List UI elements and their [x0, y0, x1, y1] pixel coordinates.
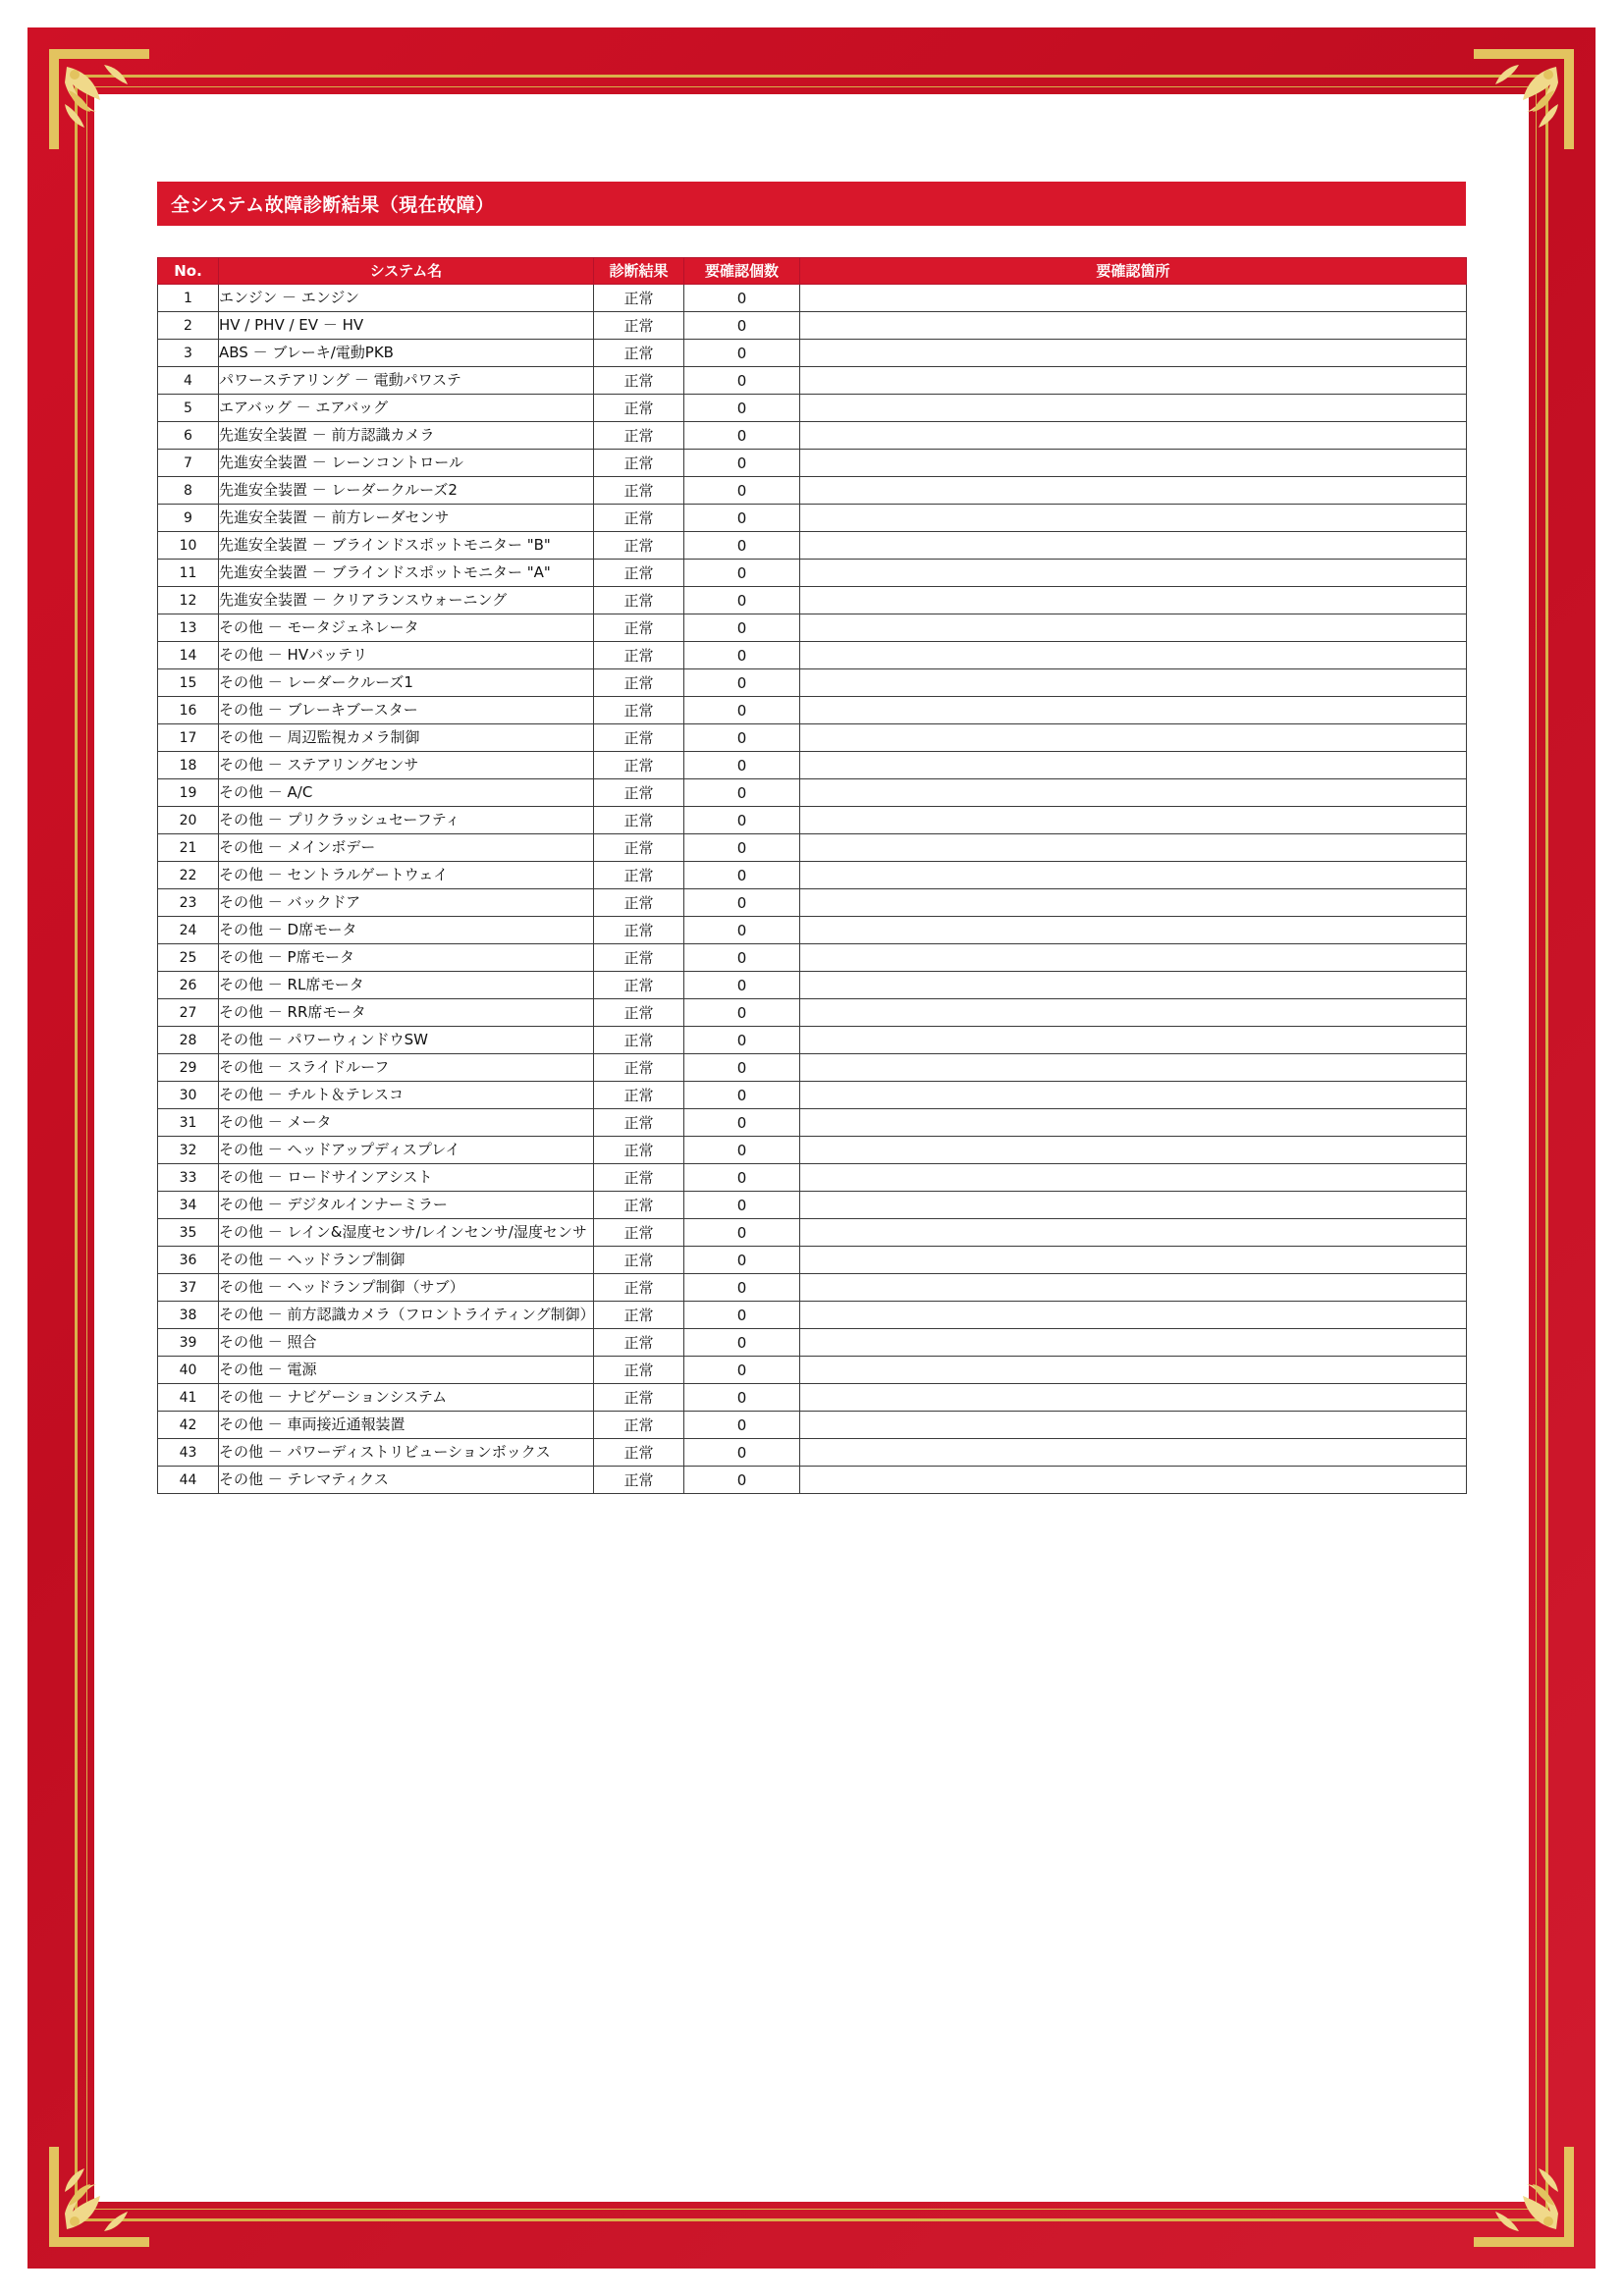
cell-no: 40	[158, 1357, 219, 1384]
table-row	[158, 807, 1467, 834]
cell-system: ABS － ブレーキ/電動PKB	[219, 340, 594, 367]
cell-result: 正常	[594, 889, 684, 917]
cell-no: 29	[158, 1054, 219, 1082]
cell-no: 3	[158, 340, 219, 367]
cell-place	[800, 1302, 1467, 1329]
cell-system: その他 － D席モータ	[219, 917, 594, 944]
cell-no: 16	[158, 697, 219, 724]
table-row	[158, 1467, 1467, 1494]
column-header-count: 要確認個数	[684, 258, 800, 285]
cell-no: 30	[158, 1082, 219, 1109]
cell-no: 21	[158, 834, 219, 862]
cell-result: 正常	[594, 614, 684, 642]
cell-system: その他 － P席モータ	[219, 944, 594, 972]
cell-no: 12	[158, 587, 219, 614]
cell-place	[800, 1027, 1467, 1054]
table-row	[158, 1082, 1467, 1109]
cell-place	[800, 505, 1467, 532]
cell-result: 正常	[594, 505, 684, 532]
cell-result: 正常	[594, 1302, 684, 1329]
table-body	[158, 285, 1467, 1494]
cell-no: 9	[158, 505, 219, 532]
cell-system: 先進安全装置 － ブラインドスポットモニター "A"	[219, 560, 594, 587]
cell-count: 0	[684, 1192, 800, 1219]
cell-place	[800, 1054, 1467, 1082]
cell-count: 0	[684, 1027, 800, 1054]
cell-no: 8	[158, 477, 219, 505]
cell-count: 0	[684, 1384, 800, 1412]
table-row	[158, 834, 1467, 862]
cell-place	[800, 422, 1467, 450]
cell-result: 正常	[594, 532, 684, 560]
cell-no: 28	[158, 1027, 219, 1054]
cell-place	[800, 752, 1467, 779]
cell-no: 36	[158, 1247, 219, 1274]
page-title: 全システム故障診断結果（現在故障）	[157, 182, 1466, 226]
cell-count: 0	[684, 505, 800, 532]
cell-system: 先進安全装置 － 前方認識カメラ	[219, 422, 594, 450]
table-row	[158, 395, 1467, 422]
cell-no: 35	[158, 1219, 219, 1247]
table-row	[158, 614, 1467, 642]
table-row	[158, 285, 1467, 312]
table-row	[158, 367, 1467, 395]
cell-system: その他 － パワーウィンドウSW	[219, 1027, 594, 1054]
cell-count: 0	[684, 1137, 800, 1164]
cell-result: 正常	[594, 779, 684, 807]
cell-result: 正常	[594, 587, 684, 614]
cell-system: その他 － レイン&湿度センサ/レインセンサ/湿度センサ	[219, 1219, 594, 1247]
cell-result: 正常	[594, 395, 684, 422]
cell-place	[800, 340, 1467, 367]
cell-no: 44	[158, 1467, 219, 1494]
cell-system: その他 － ロードサインアシスト	[219, 1164, 594, 1192]
table-row	[158, 1384, 1467, 1412]
cell-system: 先進安全装置 － レーダークルーズ2	[219, 477, 594, 505]
cell-result: 正常	[594, 1412, 684, 1439]
cell-system: その他 － ブレーキブースター	[219, 697, 594, 724]
cell-count: 0	[684, 1274, 800, 1302]
table-row	[158, 1109, 1467, 1137]
table-row	[158, 340, 1467, 367]
cell-system: その他 － プリクラッシュセーフティ	[219, 807, 594, 834]
table-row	[158, 669, 1467, 697]
table-row	[158, 1357, 1467, 1384]
cell-system: 先進安全装置 － 前方レーダセンサ	[219, 505, 594, 532]
cell-no: 26	[158, 972, 219, 999]
cell-system: その他 － 前方認識カメラ（フロントライティング制御）	[219, 1302, 594, 1329]
cell-count: 0	[684, 1082, 800, 1109]
cell-result: 正常	[594, 697, 684, 724]
table-row	[158, 999, 1467, 1027]
cell-place	[800, 532, 1467, 560]
cell-place	[800, 450, 1467, 477]
table-row	[158, 477, 1467, 505]
cell-count: 0	[684, 532, 800, 560]
cell-count: 0	[684, 587, 800, 614]
cell-place	[800, 560, 1467, 587]
cell-system: その他 － セントラルゲートウェイ	[219, 862, 594, 889]
corner-ornament-icon	[1470, 45, 1578, 153]
cell-no: 33	[158, 1164, 219, 1192]
cell-count: 0	[684, 669, 800, 697]
cell-system: その他 － A/C	[219, 779, 594, 807]
cell-place	[800, 944, 1467, 972]
cell-place	[800, 807, 1467, 834]
table-row	[158, 779, 1467, 807]
cell-count: 0	[684, 395, 800, 422]
table-header-row	[158, 258, 1467, 285]
cell-place	[800, 285, 1467, 312]
table-row	[158, 1219, 1467, 1247]
cell-no: 5	[158, 395, 219, 422]
table-row	[158, 724, 1467, 752]
cell-no: 20	[158, 807, 219, 834]
cell-result: 正常	[594, 285, 684, 312]
cell-result: 正常	[594, 917, 684, 944]
cell-place	[800, 724, 1467, 752]
cell-no: 43	[158, 1439, 219, 1467]
cell-no: 10	[158, 532, 219, 560]
cell-system: その他 － レーダークルーズ1	[219, 669, 594, 697]
cell-result: 正常	[594, 312, 684, 340]
cell-system: エンジン － エンジン	[219, 285, 594, 312]
cell-result: 正常	[594, 1357, 684, 1384]
cell-result: 正常	[594, 1137, 684, 1164]
table-row	[158, 1302, 1467, 1329]
cell-place	[800, 642, 1467, 669]
cell-no: 32	[158, 1137, 219, 1164]
cell-count: 0	[684, 724, 800, 752]
cell-place	[800, 1109, 1467, 1137]
cell-no: 25	[158, 944, 219, 972]
cell-count: 0	[684, 1467, 800, 1494]
cell-no: 11	[158, 560, 219, 587]
corner-ornament-icon	[45, 2143, 153, 2251]
cell-result: 正常	[594, 1247, 684, 1274]
cell-system: その他 － ヘッドランプ制御（サブ）	[219, 1274, 594, 1302]
cell-system: その他 － パワーディストリビューションボックス	[219, 1439, 594, 1467]
corner-ornament-icon	[45, 45, 153, 153]
diagnostics-table	[157, 257, 1467, 1494]
cell-result: 正常	[594, 1467, 684, 1494]
cell-result: 正常	[594, 669, 684, 697]
cell-no: 17	[158, 724, 219, 752]
cell-place	[800, 1439, 1467, 1467]
cell-result: 正常	[594, 724, 684, 752]
cell-result: 正常	[594, 1329, 684, 1357]
cell-system: その他 － デジタルインナーミラー	[219, 1192, 594, 1219]
cell-count: 0	[684, 1357, 800, 1384]
cell-place	[800, 862, 1467, 889]
cell-place	[800, 972, 1467, 999]
cell-count: 0	[684, 1219, 800, 1247]
cell-count: 0	[684, 944, 800, 972]
cell-place	[800, 999, 1467, 1027]
cell-count: 0	[684, 752, 800, 779]
table-row	[158, 1027, 1467, 1054]
cell-result: 正常	[594, 340, 684, 367]
cell-no: 27	[158, 999, 219, 1027]
table-row	[158, 450, 1467, 477]
cell-count: 0	[684, 477, 800, 505]
cell-place	[800, 477, 1467, 505]
cell-count: 0	[684, 889, 800, 917]
cell-no: 19	[158, 779, 219, 807]
cell-system: 先進安全装置 － ブラインドスポットモニター "B"	[219, 532, 594, 560]
cell-place	[800, 1137, 1467, 1164]
cell-result: 正常	[594, 1027, 684, 1054]
table-row	[158, 862, 1467, 889]
cell-no: 7	[158, 450, 219, 477]
table-row	[158, 1247, 1467, 1274]
cell-count: 0	[684, 779, 800, 807]
cell-count: 0	[684, 999, 800, 1027]
cell-result: 正常	[594, 560, 684, 587]
cell-place	[800, 1192, 1467, 1219]
cell-no: 18	[158, 752, 219, 779]
cell-count: 0	[684, 1329, 800, 1357]
table-row	[158, 587, 1467, 614]
table-row	[158, 1164, 1467, 1192]
cell-count: 0	[684, 697, 800, 724]
cell-result: 正常	[594, 1054, 684, 1082]
table-row	[158, 917, 1467, 944]
cell-result: 正常	[594, 642, 684, 669]
cell-result: 正常	[594, 1384, 684, 1412]
column-header-result: 診断結果	[594, 258, 684, 285]
cell-result: 正常	[594, 752, 684, 779]
cell-system: その他 － RR席モータ	[219, 999, 594, 1027]
cell-system: その他 － 照合	[219, 1329, 594, 1357]
cell-system: パワーステアリング － 電動パワステ	[219, 367, 594, 395]
cell-place	[800, 1412, 1467, 1439]
cell-system: その他 － モータジェネレータ	[219, 614, 594, 642]
cell-system: その他 － バックドア	[219, 889, 594, 917]
table-row	[158, 312, 1467, 340]
cell-place	[800, 1274, 1467, 1302]
cell-count: 0	[684, 312, 800, 340]
cell-place	[800, 1329, 1467, 1357]
cell-system: 先進安全装置 － クリアランスウォーニング	[219, 587, 594, 614]
table-row	[158, 532, 1467, 560]
column-header-place: 要確認箇所	[800, 258, 1467, 285]
cell-place	[800, 1219, 1467, 1247]
cell-system: その他 － ヘッドアップディスプレイ	[219, 1137, 594, 1164]
cell-place	[800, 312, 1467, 340]
cell-count: 0	[684, 1302, 800, 1329]
cell-result: 正常	[594, 450, 684, 477]
column-header-system: システム名	[219, 258, 594, 285]
cell-count: 0	[684, 1109, 800, 1137]
cell-system: その他 － スライドルーフ	[219, 1054, 594, 1082]
column-header-no: No.	[158, 258, 219, 285]
cell-system: その他 － 電源	[219, 1357, 594, 1384]
cell-place	[800, 1384, 1467, 1412]
table-row	[158, 1137, 1467, 1164]
table-row	[158, 560, 1467, 587]
cell-no: 22	[158, 862, 219, 889]
cell-system: その他 － メータ	[219, 1109, 594, 1137]
table-row	[158, 1274, 1467, 1302]
cell-place	[800, 395, 1467, 422]
cell-count: 0	[684, 1054, 800, 1082]
cell-no: 14	[158, 642, 219, 669]
cell-place	[800, 889, 1467, 917]
cell-no: 6	[158, 422, 219, 450]
cell-place	[800, 834, 1467, 862]
table-row	[158, 505, 1467, 532]
cell-count: 0	[684, 1164, 800, 1192]
cell-result: 正常	[594, 944, 684, 972]
cell-count: 0	[684, 340, 800, 367]
cell-no: 41	[158, 1384, 219, 1412]
cell-system: その他 － ナビゲーションシステム	[219, 1384, 594, 1412]
cell-no: 1	[158, 285, 219, 312]
cell-result: 正常	[594, 367, 684, 395]
cell-place	[800, 1467, 1467, 1494]
cell-place	[800, 1164, 1467, 1192]
cell-result: 正常	[594, 972, 684, 999]
cell-result: 正常	[594, 862, 684, 889]
cell-place	[800, 917, 1467, 944]
cell-place	[800, 1357, 1467, 1384]
cell-count: 0	[684, 1439, 800, 1467]
cell-place	[800, 367, 1467, 395]
cell-system: その他 － ステアリングセンサ	[219, 752, 594, 779]
cell-count: 0	[684, 422, 800, 450]
cell-system: その他 － ヘッドランプ制御	[219, 1247, 594, 1274]
cell-result: 正常	[594, 1082, 684, 1109]
cell-system: その他 － HVバッテリ	[219, 642, 594, 669]
cell-system: 先進安全装置 － レーンコントロール	[219, 450, 594, 477]
table-row	[158, 642, 1467, 669]
cell-count: 0	[684, 285, 800, 312]
cell-no: 15	[158, 669, 219, 697]
cell-no: 34	[158, 1192, 219, 1219]
cell-result: 正常	[594, 1439, 684, 1467]
cell-no: 42	[158, 1412, 219, 1439]
table-row	[158, 1412, 1467, 1439]
cell-count: 0	[684, 1247, 800, 1274]
cell-result: 正常	[594, 1164, 684, 1192]
cell-result: 正常	[594, 1219, 684, 1247]
cell-count: 0	[684, 972, 800, 999]
table-row	[158, 889, 1467, 917]
cell-count: 0	[684, 1412, 800, 1439]
cell-place	[800, 1247, 1467, 1274]
cell-result: 正常	[594, 1274, 684, 1302]
cell-place	[800, 614, 1467, 642]
table-row	[158, 1054, 1467, 1082]
table-row	[158, 752, 1467, 779]
table-row	[158, 697, 1467, 724]
table-row	[158, 422, 1467, 450]
cell-count: 0	[684, 834, 800, 862]
cell-result: 正常	[594, 1109, 684, 1137]
cell-system: その他 － 車両接近通報装置	[219, 1412, 594, 1439]
corner-ornament-icon	[1470, 2143, 1578, 2251]
cell-count: 0	[684, 917, 800, 944]
table-row	[158, 1192, 1467, 1219]
table-row	[158, 944, 1467, 972]
cell-count: 0	[684, 807, 800, 834]
cell-no: 31	[158, 1109, 219, 1137]
cell-no: 13	[158, 614, 219, 642]
cell-count: 0	[684, 560, 800, 587]
cell-count: 0	[684, 450, 800, 477]
cell-result: 正常	[594, 1192, 684, 1219]
cell-no: 37	[158, 1274, 219, 1302]
cell-place	[800, 697, 1467, 724]
cell-no: 23	[158, 889, 219, 917]
cell-system: その他 － メインボデー	[219, 834, 594, 862]
cell-result: 正常	[594, 422, 684, 450]
cell-place	[800, 587, 1467, 614]
cell-system: その他 － テレマティクス	[219, 1467, 594, 1494]
report-content	[157, 182, 1466, 1494]
cell-result: 正常	[594, 807, 684, 834]
cell-result: 正常	[594, 834, 684, 862]
cell-result: 正常	[594, 477, 684, 505]
cell-no: 4	[158, 367, 219, 395]
cell-system: その他 － チルト＆テレスコ	[219, 1082, 594, 1109]
cell-no: 39	[158, 1329, 219, 1357]
cell-place	[800, 779, 1467, 807]
cell-count: 0	[684, 367, 800, 395]
cell-place	[800, 669, 1467, 697]
cell-system: その他 － 周辺監視カメラ制御	[219, 724, 594, 752]
table-row	[158, 972, 1467, 999]
cell-count: 0	[684, 614, 800, 642]
cell-result: 正常	[594, 999, 684, 1027]
cell-no: 2	[158, 312, 219, 340]
table-row	[158, 1439, 1467, 1467]
cell-count: 0	[684, 862, 800, 889]
cell-system: HV / PHV / EV － HV	[219, 312, 594, 340]
cell-no: 24	[158, 917, 219, 944]
cell-place	[800, 1082, 1467, 1109]
cell-system: その他 － RL席モータ	[219, 972, 594, 999]
cell-system: エアバッグ － エアバッグ	[219, 395, 594, 422]
cell-count: 0	[684, 642, 800, 669]
cell-no: 38	[158, 1302, 219, 1329]
table-row	[158, 1329, 1467, 1357]
